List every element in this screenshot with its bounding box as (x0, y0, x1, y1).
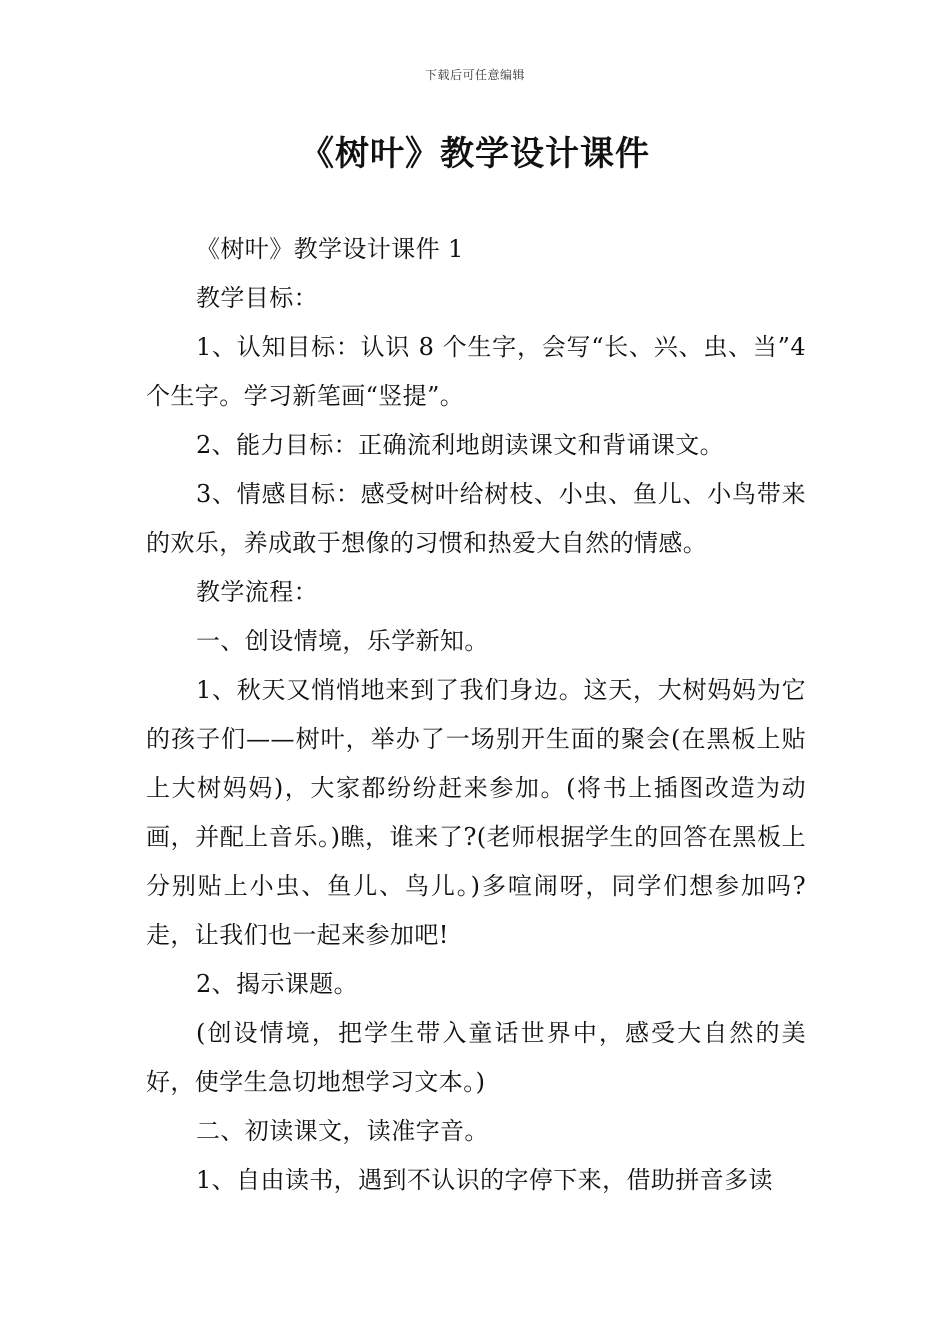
paragraph-autumn-story: 1、秋天又悄悄地来到了我们身边。这天，大树妈妈为它的孩子们——树叶，举办了一场别开生面的聚会(在黑板上贴上大树妈妈)，大家都纷纷赶来参加。(将书上插图改造为动画，并配上音乐。)瞧，谁来了?(老师根据学生的回答在黑板上分别贴上小虫、鱼儿、鸟儿。)多喧闹呀，同学们想参加吗?走，让我们也一起来参加吧! (146, 676, 806, 949)
paragraph-create-scenario-note: (创设情境，把学生带入童话世界中，感受大自然的美好，使学生急切地想学习文本。) (146, 1019, 806, 1096)
paragraph-emotional-goal: 3、情感目标：感受树叶给树枝、小虫、鱼儿、小鸟带来的欢乐，养成敢于想像的习惯和热爱大自然的情感。 (146, 480, 806, 557)
paragraph-cognitive-goal: 1、认知目标：认识 8 个生字，会写“长、兴、虫、当”4 个生字。学习新笔画“竖提”。 (146, 333, 806, 410)
paragraph-subtitle: 《树叶》教学设计课件 1 (196, 235, 464, 263)
paragraph-ability-goal: 2、能力目标：正确流利地朗读课文和背诵课文。 (196, 431, 725, 459)
document-title: 《树叶》教学设计课件 (300, 134, 650, 174)
paragraph-teaching-process-heading: 教学流程： (196, 578, 318, 606)
paragraph-free-reading: 1、自由读书，遇到不认识的字停下来，借助拼音多读 (196, 1166, 773, 1194)
document-body (146, 225, 806, 1205)
header-note: 下载后可任意编辑 (424, 68, 525, 82)
paragraph-section-two-heading: 二、初读课文，读准字音。 (196, 1117, 489, 1145)
paragraph-reveal-topic: 2、揭示课题。 (196, 970, 359, 998)
paragraph-teaching-goals-heading: 教学目标： (196, 284, 318, 312)
paragraph-section-one-heading: 一、创设情境，乐学新知。 (196, 627, 489, 655)
